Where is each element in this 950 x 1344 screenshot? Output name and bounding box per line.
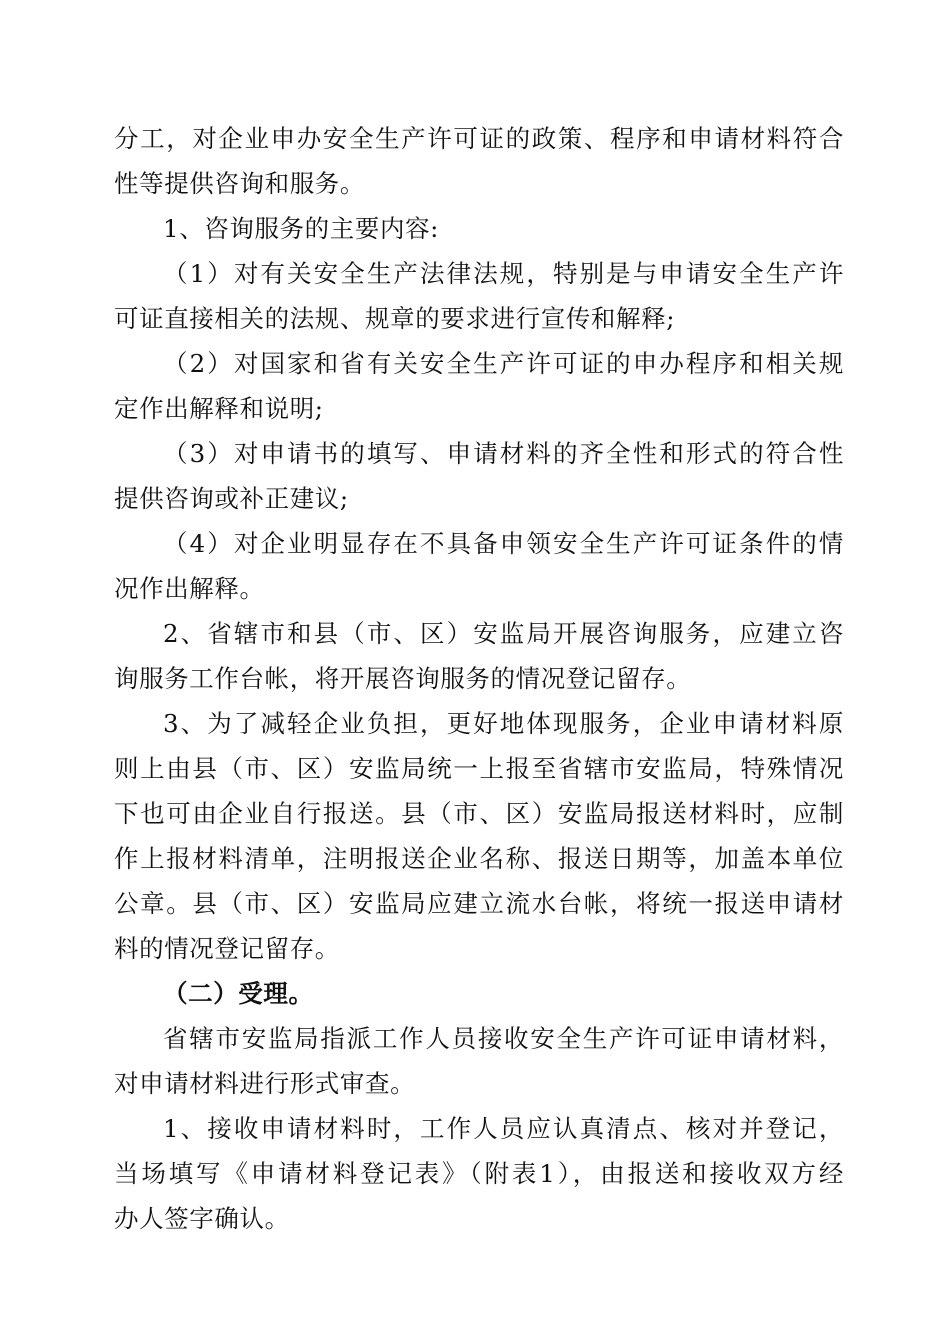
paragraph-line: 性等提供咨询和服务。 — [114, 169, 365, 198]
paragraph-line: 公章。县（市、区）安监局应建立流水台帐，将统一报送申请材 — [114, 889, 844, 918]
list-item-line: 定作出解释和说明; — [114, 394, 324, 423]
paragraph-line: 则上由县（市、区）安监局统一上报至省辖市安监局，特殊情况 — [114, 754, 844, 783]
list-item-line: （3）对申请书的填写、申请材料的齐全性和形式的符合性 — [163, 439, 844, 468]
paragraph-line: 2、省辖市和县（市、区）安监局开展咨询服务，应建立咨 — [163, 619, 844, 648]
list-item-line: （2）对国家和省有关安全生产许可证的申办程序和相关规 — [163, 349, 844, 378]
paragraph-line: 办人签字确认。 — [114, 1204, 290, 1233]
paragraph-line: 省辖市安监局指派工作人员接收安全生产许可证申请材料， — [163, 1024, 844, 1053]
paragraph-line: 下也可由企业自行报送。县（市、区）安监局报送材料时，应制 — [114, 799, 844, 828]
list-item-line: （1）对有关安全生产法律法规，特别是与申请安全生产许 — [163, 259, 844, 288]
section-heading: （二）受理。 — [163, 979, 314, 1008]
list-item-line: 可证直接相关的法规、规章的要求进行宣传和解释; — [114, 304, 676, 333]
paragraph-line: 分工，对企业申办安全生产许可证的政策、程序和申请材料符合 — [114, 124, 844, 153]
paragraph-line: 3、为了减轻企业负担，更好地体现服务，企业申请材料原 — [163, 709, 844, 738]
list-item-line: （4）对企业明显存在不具备申领安全生产许可证条件的情 — [163, 529, 844, 558]
list-item-line: 提供咨询或补正建议; — [114, 484, 349, 513]
paragraph-line: 当场填写《申请材料登记表》（附表1），由报送和接收双方经 — [114, 1159, 844, 1188]
paragraph-line: 对申请材料进行形式审查。 — [114, 1069, 416, 1098]
paragraph-line: 料的情况登记留存。 — [114, 934, 340, 963]
paragraph-line: 询服务工作台帐，将开展咨询服务的情况登记留存。 — [114, 664, 692, 693]
paragraph-line: 1、接收申请材料时，工作人员应认真清点、核对并登记， — [163, 1114, 844, 1143]
section-heading: 1、咨询服务的主要内容: — [163, 214, 440, 243]
list-item-line: 况作出解释。 — [114, 574, 265, 603]
paragraph-line: 作上报材料清单，注明报送企业名称、报送日期等，加盖本单位 — [114, 844, 844, 873]
